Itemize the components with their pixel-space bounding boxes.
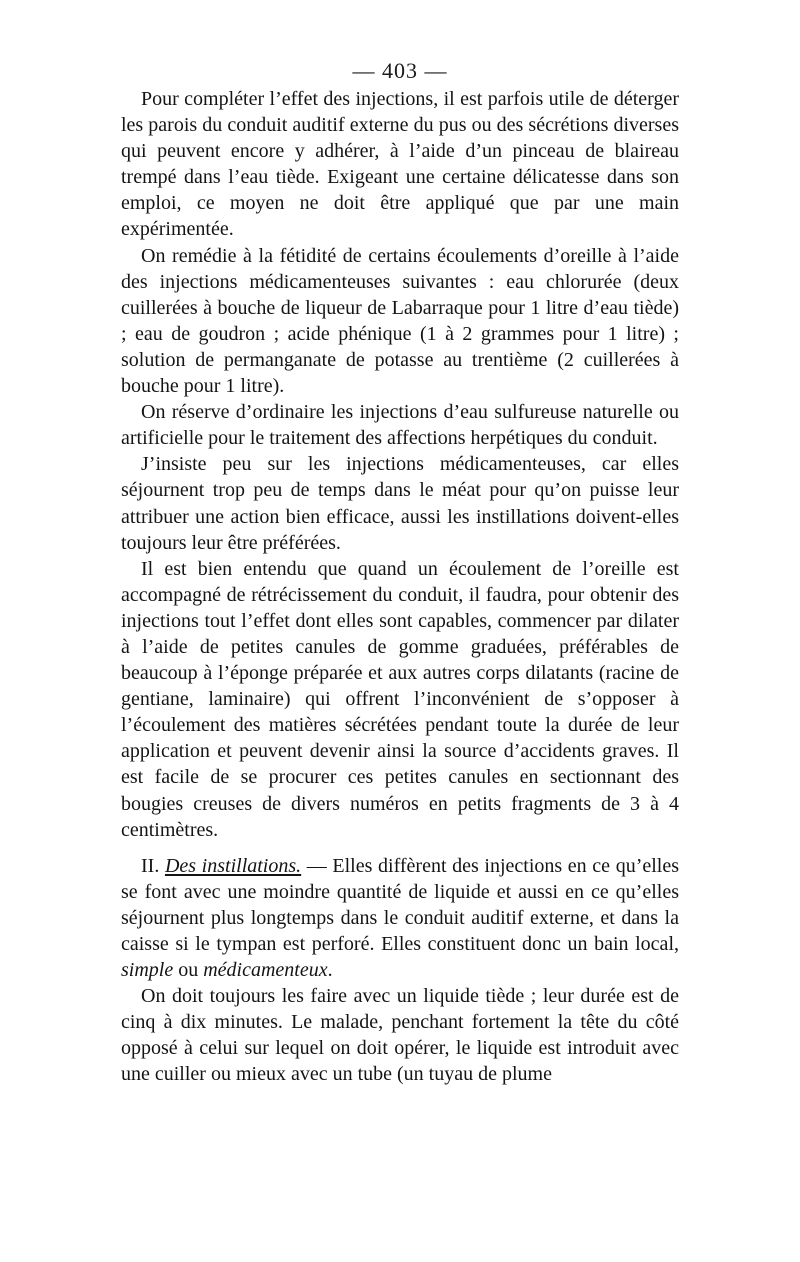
paragraph-medicated-injections: J’insiste peu sur les injections médicamenteuses, car elles séjournent trop peu de temps dans le méat pour qu’on puisse leur attribuer une action bien efficace, aussi les instillations doivent-elles toujours leur être préférées. <box>121 453 679 554</box>
paragraph-procedure: On doit toujours les faire avec un liquide tiède ; leur durée est de cinq à dix minutes. Le malade, penchant fortement la tête du côté opposé à celui sur lequel on doit opérer, le liquide est introduit avec une cuiller ou mieux avec un tube (un tuyau de plume <box>121 985 679 1086</box>
section-title: Des instillations. <box>164 854 302 877</box>
paragraph-sulfur-water: On réserve d’ordinaire les injections d’eau sulfureuse naturelle ou artificielle pour le traitement des affections herpétiques du conduit. <box>121 401 679 450</box>
section-text: — Elles diffèrent des injections en ce qu’elles se font avec une moindre quantité de liquide et aussi en ce qu’elles séjournent plus longtemps dans le conduit auditif externe, et dans la caisse si le tympan est perforé. Elles constituent donc un bain local, <box>121 854 679 955</box>
emphasis-medicamenteux: médicamenteux <box>203 959 328 982</box>
section-instillations <box>121 853 679 983</box>
paragraph-stenosis: Il est bien entendu que quand un écoulement de l’oreille est accompagné de rétrécissement du conduit, il faudra, pour obtenir des injections tout l’effet dont elles sont capables, commencer par dilater à l’aide de petites canules de gomme graduées, préférables de beaucoup à l’éponge préparée et aux autres corps dilatants (racine de gentiane, laminaire) qui offrent l’inconvénient de s’opposer à l’écoulement des matières sécrétées pendant toute la durée de leur application et peuvent devenir ainsi la source d’accidents graves. Il est facile de se procurer ces petites canules en sectionnant des bougies creuses de divers numéros en petits fragments de 3 à 4 centimètres. <box>121 557 679 841</box>
paragraph-fetidity: On remédie à la fétidité de certains écoulements d’oreille à l’aide des injections médicamenteuses suivantes : eau chlorurée (deux cuillerées à bouche de liqueur de Labarraque pour 1 litre d’eau tiède) ; eau de goudron ; acide phénique (1 à 2 grammes pour 1 litre) ; solution de permanganate de potasse au trentième (2 cuillerées à bouche pour 1 litre). <box>121 244 679 398</box>
section-text-or: ou <box>173 959 204 982</box>
page-number: — 403 — <box>352 58 448 83</box>
section-number: II. <box>141 854 160 877</box>
body-text <box>121 86 679 1088</box>
emphasis-simple: simple <box>121 959 174 982</box>
paragraph-cleaning: Pour compléter l’effet des injections, il est parfois utile de déterger les parois du conduit auditif externe du pus ou des sécrétions diverses qui peuvent encore y adhérer, à l’aide d’un pinceau de blaireau trempé dans l’eau tiède. Exigeant une certaine délicatesse dans son emploi, ce moyen ne doit être appliqué que par une main expérimentée. <box>121 88 679 241</box>
section-text-end: . <box>327 959 333 982</box>
